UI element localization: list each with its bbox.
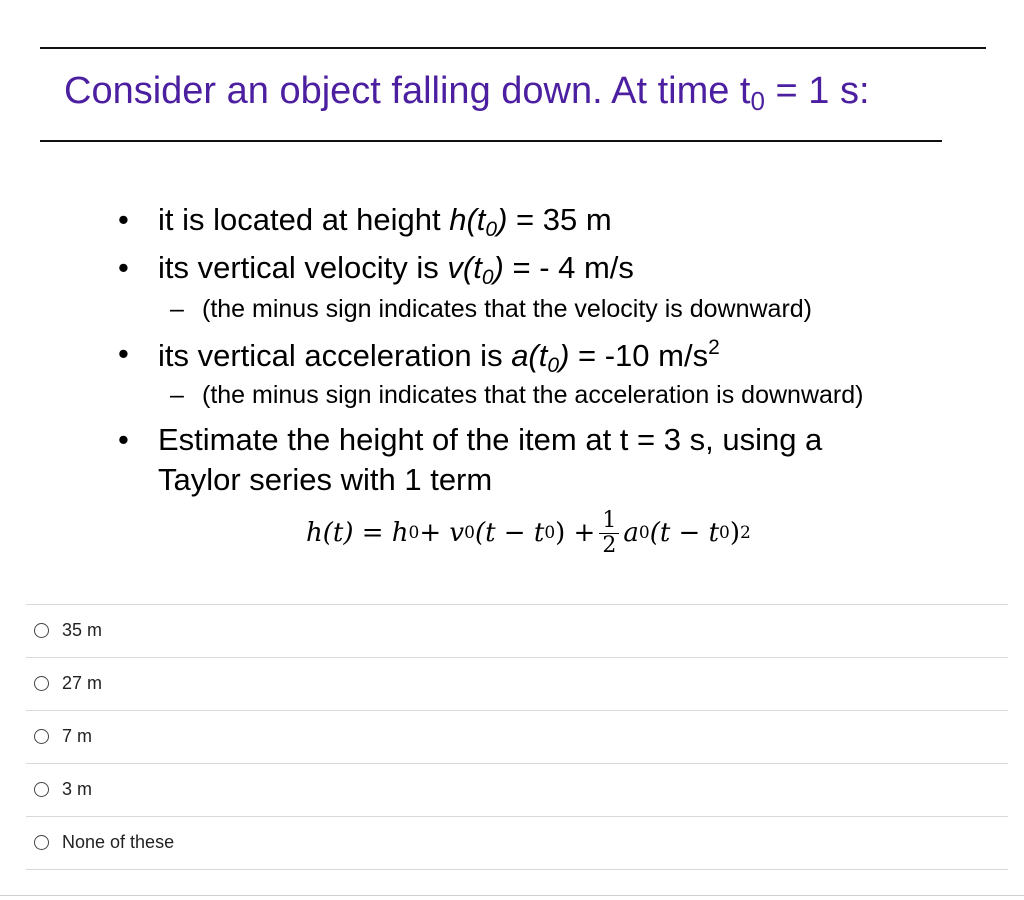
fraction-one-half: $\frac{1}{2}$	[599, 509, 619, 558]
bullet-dot: •	[118, 202, 129, 237]
bullet-dot: •	[118, 422, 129, 457]
top-rule	[40, 47, 986, 49]
bottom-divider	[0, 895, 1024, 896]
answer-label[interactable]: 7 m	[62, 726, 93, 746]
radio-button[interactable]	[34, 782, 49, 797]
answer-option[interactable]	[26, 816, 1008, 870]
answer-label[interactable]: 3 m	[62, 779, 93, 799]
slide-title: Consider an object falling down. At time $t_0 = 1$ s:	[64, 70, 870, 116]
answer-label[interactable]: 35 m	[62, 620, 103, 640]
answer-option[interactable]	[26, 763, 1008, 816]
bullet-dot: •	[118, 336, 129, 371]
taylor-formula: h(t) = h 0 + v 0 (t − t 0 ) + $\frac{1}{2}$ a 0 (t − t 0 ) 2	[306, 507, 751, 558]
radio-button[interactable]	[34, 623, 49, 638]
sub-bullet-dash: –	[170, 295, 184, 323]
answer-option[interactable]	[26, 604, 1008, 657]
radio-button[interactable]	[34, 835, 49, 850]
answer-option[interactable]	[26, 657, 1008, 710]
answer-label[interactable]: 27 m	[62, 673, 103, 693]
bullet-dot: •	[118, 250, 129, 285]
sub-bullet-dash: –	[170, 381, 184, 409]
answer-options	[26, 604, 1008, 870]
radio-button[interactable]	[34, 729, 49, 744]
answer-option[interactable]	[26, 710, 1008, 763]
answer-label[interactable]: None of these	[62, 832, 175, 852]
title-rule	[40, 140, 942, 142]
radio-button[interactable]	[34, 676, 49, 691]
